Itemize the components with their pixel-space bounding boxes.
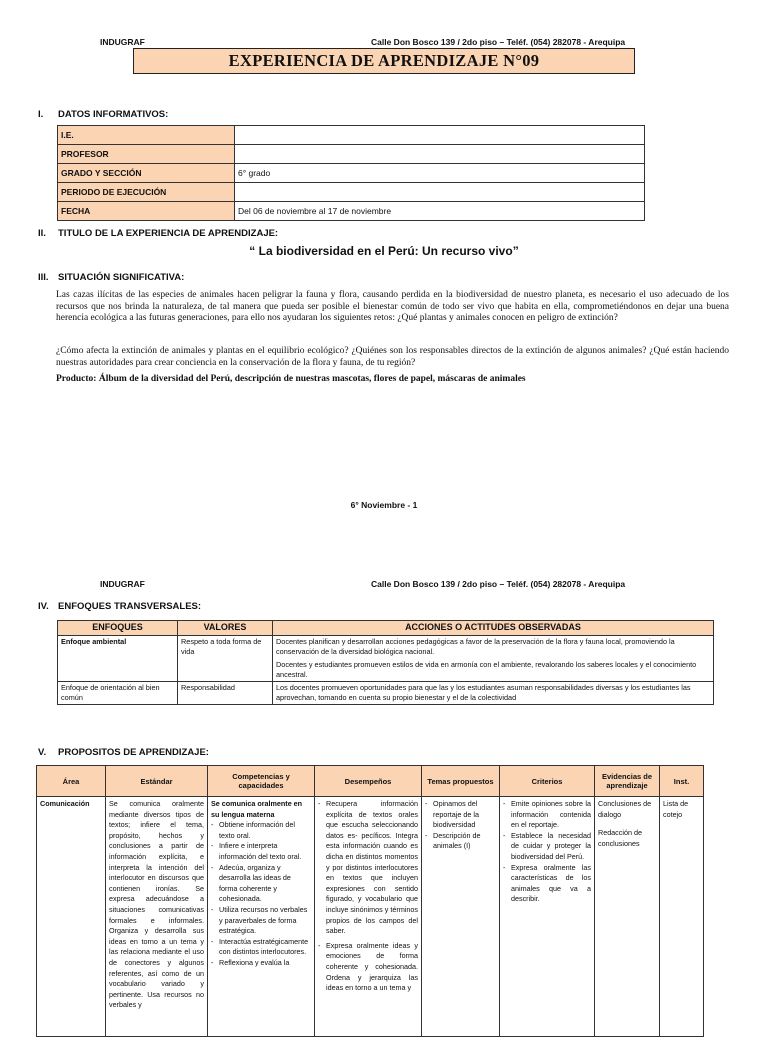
info-row <box>58 183 645 202</box>
capacidad-text: Obtiene información del texto oral. <box>219 820 295 840</box>
desempeno-item: - Expresa oralmente ideas y emociones de forma coherente y cohesionada. Ordena y jerarquiza las ideas en torno a un tema y <box>318 940 418 993</box>
section-label: PROPOSITOS DE APRENDIZAJE: <box>58 747 209 758</box>
section-label: TITULO DE LA EXPERIENCIA DE APRENDIZAJE: <box>58 228 279 239</box>
section-number: III. <box>38 272 49 283</box>
header-org: INDUGRAF <box>100 579 145 589</box>
criterio-item: - Expresa oralmente las características de los animales que va a describir. <box>503 862 591 904</box>
capacidad-item: - Interactúa estratégicamente con distintos interlocutores. <box>211 937 311 958</box>
info-row <box>58 126 645 145</box>
criterios-cell <box>500 797 595 1037</box>
desempeno-text: Expresa oralmente ideas y emociones de forma coherente y cohesionada. Ordena y jerarquiza las ideas en torno a un tema y <box>326 940 418 993</box>
section-number: I. <box>38 109 44 120</box>
header-org: INDUGRAF <box>100 37 145 47</box>
header-address: Calle Don Bosco 139 / 2do piso – Teléf. (054) 282078 - Arequipa <box>371 579 626 589</box>
info-value: Del 06 de noviembre al 17 de noviembre <box>235 202 645 221</box>
info-label: I.E. <box>58 126 235 145</box>
section-label: DATOS INFORMATIVOS: <box>58 109 169 120</box>
area-cell: Comunicación <box>37 797 106 1037</box>
tema-item: - Opinamos del reportaje de la biodiversidad <box>425 799 496 831</box>
propositos-header: Estándar <box>106 766 208 797</box>
section-titulo <box>38 228 278 239</box>
info-row <box>58 164 645 183</box>
accion-text: Los docentes promueven oportunidades para que las y los estudiantes asuman responsabilidades diversas y los estudiantes las aprovechan, tomando en cuenta su propio bienestar y el de la colectividad <box>276 683 691 702</box>
enfoques-row <box>58 636 714 682</box>
enfoques-row <box>58 682 714 705</box>
capacidad-text: Utiliza recursos no verbales y paraverbales de forma estratégica. <box>219 904 308 936</box>
propositos-header: Temas propuestos <box>422 766 500 797</box>
instrumento-cell: Lista de cotejo <box>660 797 704 1037</box>
info-label: FECHA <box>58 202 235 221</box>
enfoque-name: Enfoque de orientación al bien común <box>58 682 178 705</box>
info-table <box>57 125 645 221</box>
propositos-row <box>37 797 704 1037</box>
evidencia-text: Conclusiones de dialogo <box>598 799 652 819</box>
info-label: PERIODO DE EJECUCIÓN <box>58 183 235 202</box>
criterio-text: Expresa oralmente las características de los animales que va a describir. <box>511 862 591 904</box>
info-value <box>235 145 645 164</box>
evidencia-text: Redacción de conclusiones <box>598 828 642 848</box>
propositos-header-row <box>37 766 704 797</box>
section-label: SITUACIÓN SIGNIFICATIVA: <box>58 272 185 283</box>
page-footer: 6° Noviembre - 1 <box>350 500 418 510</box>
propositos-header: Competencias y capacidades <box>208 766 315 797</box>
capacidad-item: - Utiliza recursos no verbales y paraverbales de forma estratégica. <box>211 905 311 937</box>
propositos-header: Inst. <box>660 766 704 797</box>
section-number: II. <box>38 228 46 239</box>
info-value: 6° grado <box>235 164 645 183</box>
enfoques-header-row <box>58 621 714 636</box>
section-number: IV. <box>38 601 49 612</box>
desempenos-cell <box>315 797 422 1037</box>
criterio-item: - Emite opiniones sobre la información contenida en el reportaje. <box>503 799 591 830</box>
section-number: V. <box>38 747 47 758</box>
situacion-paragraph-1: Las cazas ilícitas de las especies de animales hacen peligrar la fauna y flora, causando perdida en la biodiversidad de nuestro planeta, es necesario el uso adecuado de los recursos que nos brinda la naturaleza, de tal manera que pueda ser posible el bienestar común de todo ser vivo que habita en ella, comprometiéndonos en dejar una buena herencia ecológica a las futuras generaciones, para ello nos ayudaran los siguientes retos: ¿Qué plantas y animales conocen en peligro de extinción? <box>56 290 729 323</box>
desempeno-text: Recupera información explícita de textos orales que escucha seleccionando datos es- pecíficos. Integra esta información cuando es dicha en distintos momentos y por distintos interlocutores en textos que incluyen expresiones con sentido figurado, y vocabulario que incluye sinónimos y términos propios de los campos del saber. <box>326 799 418 936</box>
capacidad-item: - Adecúa, organiza y desarrolla las ideas de forma coherente y cohesionada. <box>211 863 311 905</box>
propositos-header: Área <box>37 766 106 797</box>
criterio-text: Establece la necesidad de cuidar y proteger la biodiversidad del Perú. <box>511 830 591 861</box>
enfoque-acciones <box>273 682 714 705</box>
enfoques-header: VALORES <box>178 621 273 636</box>
desempeno-item: - Recupera información explícita de textos orales que escucha seleccionando datos es- pecíficos. Integra esta información cuando es dicha en distintos momentos y por distintos interlocutores en textos que incluyen expresiones con sentido figurado, y vocabulario que incluye sinónimos y términos propios de los campos del saber. <box>318 799 418 936</box>
accion-text: Docentes y estudiantes promueven estilos de vida en armonía con el ambiente, revalorando los saberes locales y el conocimiento ancestral. <box>276 660 697 679</box>
propositos-header: Evidencias de aprendizaje <box>595 766 660 797</box>
capacidad-text: Infiere e interpreta información del texto oral. <box>219 841 302 861</box>
header-address: Calle Don Bosco 139 / 2do piso – Teléf. (054) 282078 - Arequipa <box>371 37 626 47</box>
enfoques-header: ENFOQUES <box>58 621 178 636</box>
section-propositos <box>38 747 209 758</box>
propositos-header: Desempeños <box>315 766 422 797</box>
situacion-paragraph-2: ¿Cómo afecta la extinción de animales y plantas en el equilibrio ecológico? ¿Quiénes son los responsables directos de la extinción de algunos animales? ¿Qué están haciendo nuestras autoridades para crear conciencia en la conservación de la flora y fauna, de tu región? <box>56 346 729 368</box>
producto-text: Producto: Álbum de la diversidad del Perú, descripción de nuestras mascotas, flores de papel, máscaras de animales <box>56 374 526 384</box>
enfoque-valor: Respeto a toda forma de vida <box>178 636 273 682</box>
competencias-cell <box>208 797 315 1037</box>
competencia-title: Se comunica oralmente en su lengua materna <box>211 799 303 819</box>
info-label: GRADO Y SECCIÓN <box>58 164 235 183</box>
capacidad-item: - Reflexiona y evalúa la <box>211 958 311 969</box>
capacidad-item: - Obtiene información del texto oral. <box>211 820 311 841</box>
accion-text: Docentes planifican y desarrollan acciones pedagógicas a favor de la preservación de la flora y fauna local, promoviendo la conservación de la diversidad biológica nacional. <box>276 637 675 656</box>
info-row <box>58 145 645 164</box>
capacidad-text: Interactúa estratégicamente con distintos interlocutores. <box>219 936 309 957</box>
section-datos-informativos <box>38 109 168 120</box>
tema-text: Opinamos del reportaje de la biodiversidad <box>433 799 479 830</box>
tema-text: Descripción de animales (I) <box>433 830 481 851</box>
info-value <box>235 126 645 145</box>
capacidad-text: Reflexiona y evalúa la <box>219 957 290 967</box>
evidencias-cell <box>595 797 660 1037</box>
enfoque-name: Enfoque ambiental <box>58 636 178 682</box>
enfoques-table <box>57 620 714 705</box>
experience-title: “ La biodiversidad en el Perú: Un recurso vivo” <box>249 244 519 258</box>
estandar-cell: Se comunica oralmente mediante diversos tipos de textos; infiere el tema, propósito, hechos y conclusiones a partir de información explícita, e interpreta la intención del interlocutor en discursos que contienen ironías. Se expresa adecuándose a situaciones comunicativas formales e informales. Organiza y desarrolla sus ideas en torno a un tema y las relaciona mediante el uso de conectores y algunos referentes, así como de un vocabulario variado y pertinente. Usa recursos no verbales y <box>106 797 208 1037</box>
capacidad-text: Adecúa, organiza y desarrolla las ideas de forma coherente y cohesionada. <box>219 862 291 904</box>
section-enfoques <box>38 601 201 612</box>
enfoque-acciones <box>273 636 714 682</box>
info-row <box>58 202 645 221</box>
info-value <box>235 183 645 202</box>
criterio-text: Emite opiniones sobre la información contenida en el reportaje. <box>511 799 591 830</box>
section-situacion <box>38 272 184 283</box>
criterio-item: - Establece la necesidad de cuidar y proteger la biodiversidad del Perú. <box>503 830 591 861</box>
enfoque-valor: Responsabilidad <box>178 682 273 705</box>
temas-cell <box>422 797 500 1037</box>
propositos-header: Criterios <box>500 766 595 797</box>
propositos-table <box>36 765 704 1037</box>
enfoques-header: ACCIONES O ACTITUDES OBSERVADAS <box>273 621 714 636</box>
info-label: PROFESOR <box>58 145 235 164</box>
section-label: ENFOQUES TRANSVERSALES: <box>58 601 202 612</box>
capacidad-item: - Infiere e interpreta información del texto oral. <box>211 841 311 862</box>
tema-item: - Descripción de animales (I) <box>425 831 496 852</box>
document-title: EXPERIENCIA DE APRENDIZAJE N°09 <box>133 48 635 74</box>
